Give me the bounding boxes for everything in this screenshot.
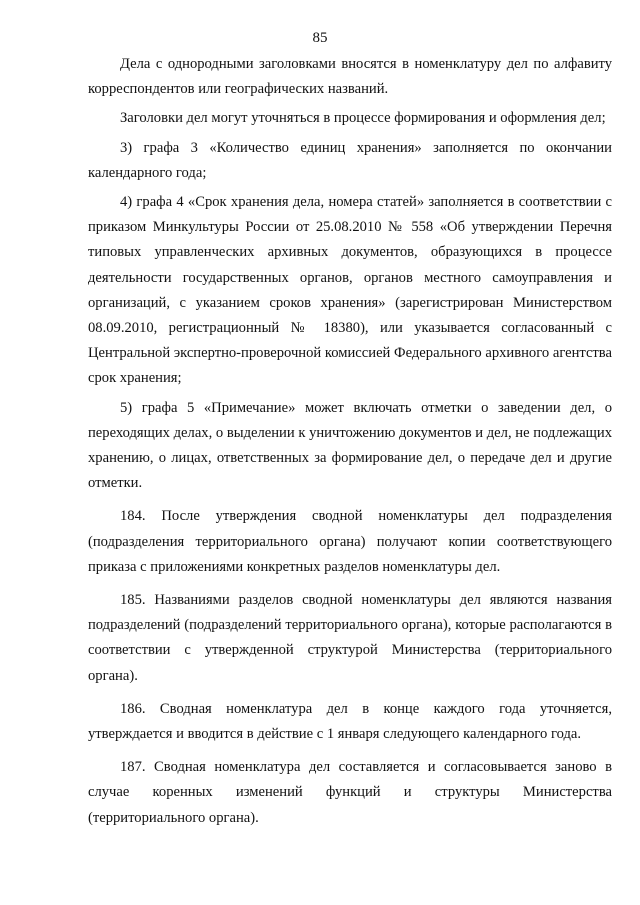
paragraph-185: 185. Названиями разделов сводной номенклатуры дел являются названия подразделений (подразделений территориального органа), которые располагаются в соответствии с утвержденной структурой Министерства (территориального органа). [88,592,612,684]
paragraph-column-3: 3) графа 3 «Количество единиц хранения» заполняется по окончании календарного года; [88,139,612,181]
paragraph-187: 187. Сводная номенклатура дел составляется и согласовывается заново в случае коренных изменений функций и структуры Министерства (территориального органа). [88,759,612,826]
paragraph-186: 186. Сводная номенклатура дел в конце каждого года уточняется, утверждается и вводится в действие с 1 января следующего календарного года. [88,700,612,743]
paragraph-column-5: 5) графа 5 «Примечание» может включать отметки о заведении дел, о переходящих делах, о выделении к уничтожению документов и дел, не подлежащих хранению, о лицах, ответственных за формирование дел, о передаче дел и другие отметки. [88,399,612,492]
paragraph-184: 184. После утверждения сводной номенклатуры дел подразделения (подразделения территориального органа) получают копии соответствующего приказа с приложениями конкретных разделов номенклатуры дел. [88,508,612,575]
paragraph-column-4: 4) графа 4 «Срок хранения дела, номера статей» заполняется в соответствии с приказом Минкультуры России от 25.08.2010 № 558 «Об утверждении Перечня типовых управленческих архивных документов, образующихся в процессе деятельности государственных органов, органов местного самоуправления и организаций, с указанием сроков хранения» (зарегистрирован Министерством 08.09.2010, регистрационный № 18380), или указывается согласованный с Центральной экспертно-проверочной комиссией Федерального архивного агентства срок хранения; [88,194,612,387]
page-number: 85 [312,30,328,46]
paragraph-alphabetical-headings: Дела с однородными заголовками вносятся в номенклатуру дел по алфавиту корреспондентов или географических названий. [88,56,612,98]
document-body [88,52,612,835]
paragraph-heading-refinement: Заголовки дел могут уточняться в процессе формирования и оформления дел; [120,110,606,127]
